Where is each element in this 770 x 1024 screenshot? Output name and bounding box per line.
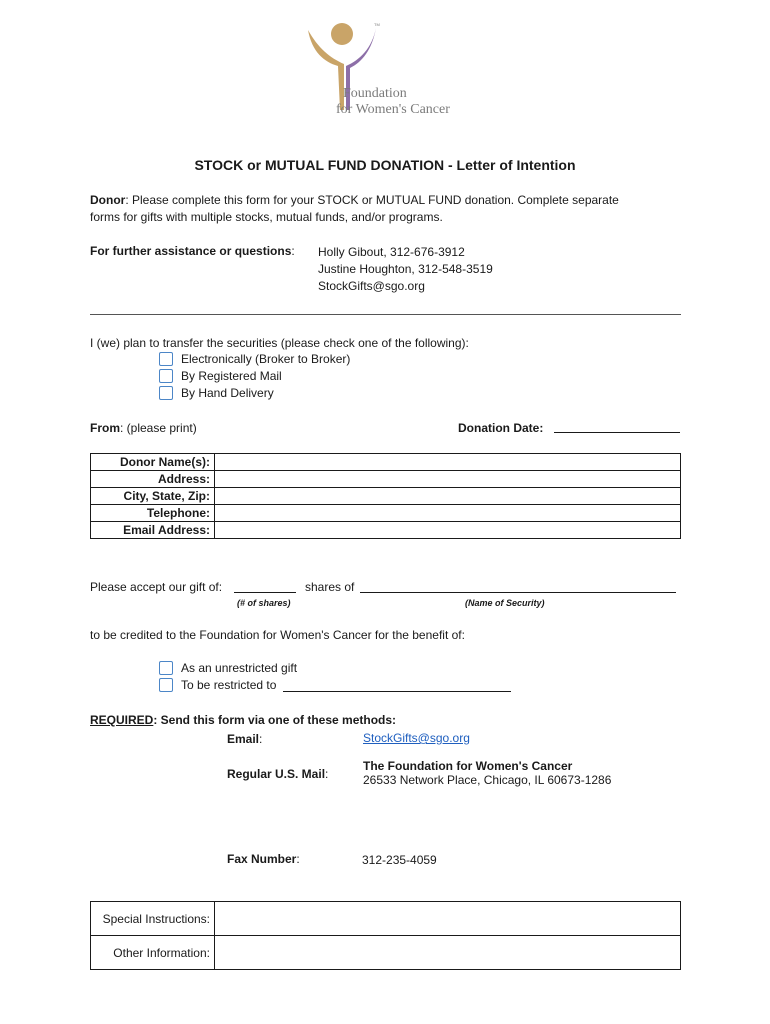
table-row bbox=[91, 936, 681, 970]
donor-name-field[interactable] bbox=[215, 454, 681, 471]
donor-label: Donor bbox=[90, 193, 126, 207]
other-information-label: Other Information: bbox=[91, 936, 215, 970]
donor-info-table bbox=[90, 453, 681, 539]
city-state-zip-label: City, State, Zip: bbox=[91, 488, 215, 505]
address-label: Address: bbox=[91, 471, 215, 488]
from-hint: : (please print) bbox=[120, 421, 197, 435]
assistance-colon: : bbox=[291, 244, 295, 258]
table-row bbox=[91, 522, 681, 539]
city-state-zip-field[interactable] bbox=[215, 488, 681, 505]
table-row bbox=[91, 505, 681, 522]
telephone-field[interactable] bbox=[215, 505, 681, 522]
address-field[interactable] bbox=[215, 471, 681, 488]
mail-recipient: The Foundation for Women's Cancer bbox=[363, 759, 573, 773]
other-information-field[interactable] bbox=[215, 936, 681, 970]
email-address-field[interactable] bbox=[215, 522, 681, 539]
checkbox-hand-delivery[interactable] bbox=[159, 386, 173, 400]
security-name-field[interactable] bbox=[360, 592, 676, 593]
from-label-text: From bbox=[90, 421, 120, 435]
table-row bbox=[91, 471, 681, 488]
checkbox-registered-mail[interactable] bbox=[159, 369, 173, 383]
intro-line-2: forms for gifts with multiple stocks, mutual funds, and/or programs. bbox=[90, 210, 443, 224]
table-row bbox=[91, 454, 681, 471]
restricted-label: To be restricted to bbox=[181, 678, 277, 692]
email-address-label: Email Address: bbox=[91, 522, 215, 539]
fax-method-colon: : bbox=[296, 852, 300, 866]
security-caption: (Name of Security) bbox=[465, 598, 545, 608]
option-hand-label: By Hand Delivery bbox=[181, 386, 274, 400]
fax-method-label bbox=[227, 852, 300, 866]
logo bbox=[300, 18, 460, 118]
page-title: STOCK or MUTUAL FUND DONATION - Letter of Intention bbox=[194, 157, 576, 173]
svg-text:TM: TM bbox=[374, 22, 380, 27]
extra-info-table bbox=[90, 901, 681, 970]
special-instructions-field[interactable] bbox=[215, 902, 681, 936]
assistance-label bbox=[90, 244, 295, 258]
telephone-label: Telephone: bbox=[91, 505, 215, 522]
fax-number: 312-235-4059 bbox=[362, 853, 437, 867]
required-line bbox=[90, 713, 396, 727]
assistance-contacts bbox=[318, 244, 493, 295]
option-electronic-label: Electronically (Broker to Broker) bbox=[181, 352, 351, 366]
table-row bbox=[91, 902, 681, 936]
unrestricted-label: As an unrestricted gift bbox=[181, 661, 298, 675]
shares-caption: (# of shares) bbox=[237, 598, 291, 608]
donor-name-label: Donor Name(s): bbox=[91, 454, 215, 471]
required-text: : Send this form via one of these methods: bbox=[153, 713, 397, 727]
contact-holly: Holly Gibout, 312-676-3912 bbox=[318, 245, 465, 259]
mail-method-label-text: Regular U.S. Mail bbox=[227, 767, 326, 781]
transfer-question: I (we) plan to transfer the securities (please check one of the following): bbox=[90, 336, 469, 350]
intro-text-1: : Please complete this form for your STOCK or MUTUAL FUND donation. Complete separate bbox=[125, 193, 619, 207]
mail-method-colon: : bbox=[325, 767, 329, 781]
email-method-link[interactable]: StockGifts@sgo.org bbox=[363, 731, 470, 745]
special-instructions-label: Special Instructions: bbox=[91, 902, 215, 936]
email-method-colon: : bbox=[259, 732, 263, 746]
donation-date-field[interactable] bbox=[554, 432, 680, 433]
logo-line-2: for Women's Cancer bbox=[336, 102, 450, 117]
restricted-to-field[interactable] bbox=[283, 691, 511, 692]
logo-line-1: Foundation bbox=[343, 86, 407, 101]
shares-field[interactable] bbox=[234, 592, 296, 593]
intro-line-1 bbox=[90, 193, 690, 207]
contact-email: StockGifts@sgo.org bbox=[318, 279, 425, 293]
donation-date-label: Donation Date: bbox=[458, 421, 544, 435]
mail-address: 26533 Network Place, Chicago, IL 60673-1286 bbox=[363, 773, 612, 787]
mail-method-label bbox=[227, 767, 328, 781]
table-row bbox=[91, 488, 681, 505]
contact-justine: Justine Houghton, 312-548-3519 bbox=[318, 262, 493, 276]
email-method-label bbox=[227, 732, 262, 746]
required-label: REQUIRED bbox=[90, 713, 154, 727]
from-label bbox=[90, 421, 197, 435]
gift-prefix: Please accept our gift of: bbox=[90, 580, 223, 594]
fax-method-label-text: Fax Number bbox=[227, 852, 297, 866]
assistance-label-text: For further assistance or questions bbox=[90, 244, 292, 258]
credit-text: to be credited to the Foundation for Women's Cancer for the benefit of: bbox=[90, 628, 465, 642]
gift-middle: shares of bbox=[305, 580, 355, 594]
checkbox-unrestricted[interactable] bbox=[159, 661, 173, 675]
divider bbox=[90, 314, 681, 315]
email-method-label-text: Email bbox=[227, 732, 260, 746]
checkbox-electronic[interactable] bbox=[159, 352, 173, 366]
checkbox-restricted[interactable] bbox=[159, 678, 173, 692]
option-mail-label: By Registered Mail bbox=[181, 369, 282, 383]
